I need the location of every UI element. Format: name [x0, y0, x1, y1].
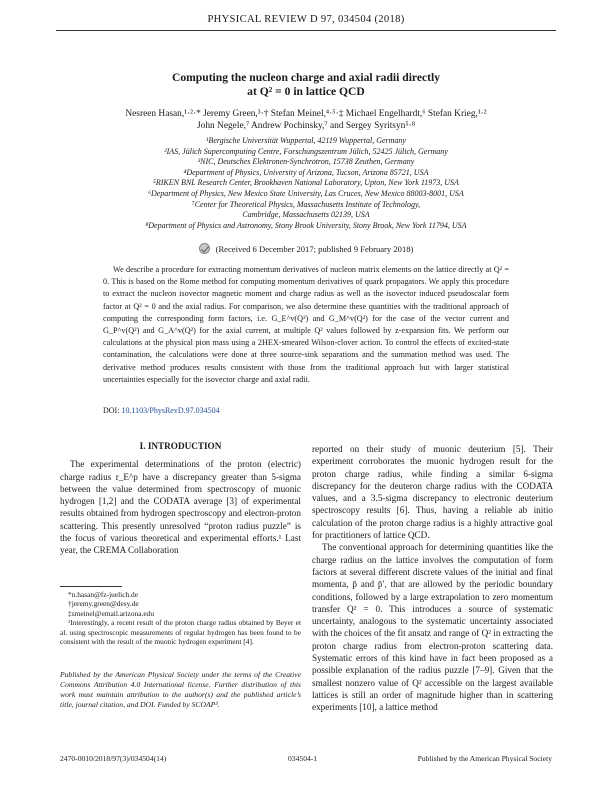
author-list [90, 108, 522, 133]
license-statement: Published by the American Physical Society under the terms of the Creative Commons Attribution 4.0 International license. Further distribution of this work must maintain attribution to the author(s) and the published article’s title, journal citation, and DOI. Funded by SCOAP³. [60, 670, 301, 709]
section-heading: I. INTRODUCTION [139, 441, 222, 451]
check-for-updates-icon[interactable] [199, 243, 210, 254]
affiliation-6: ⁶Department of Physics, New Mexico State University, Las Cruces, New Mexico 88003-8001, USA [148, 188, 464, 198]
affiliation-2: ²IAS, Jülich Supercomputing Centre, Forschungszentrum Jülich, 52425 Jülich, Germany [164, 146, 448, 156]
footnote-email-3[interactable]: ‡smeinel@email.arizona.edu [68, 608, 155, 618]
authors-line-2: John Negele,⁷ Andrew Pochinsky,⁷ and Sergey Syritsyn⁵·⁸ [197, 121, 415, 132]
intro-paragraph-1: The experimental determinations of the proton (electric) charge radius r_E^p have a discrepancy greater than 5-sigma between the value determined from spectroscopy of muonic hydrogen [1,2] and the CODATA average [3] of experimental results obtained from hydrogen spectroscopy and electron-proton scattering. This presently unresolved “proton radius puzzle” is the focus of various theoretical and experimental efforts.¹ Last year, the CREMA Collaboration [60, 459, 301, 556]
header-rule [56, 30, 556, 31]
affiliation-7-cont: Cambridge, Massachusetts 02139, USA [242, 210, 370, 220]
authors-line-1: Nesreen Hasan,¹·²·* Jeremy Green,³·† Stefan Meinel,⁴·⁵·‡ Michael Engelhardt,⁶ Stefan Krieg,¹·² [125, 109, 487, 119]
footnote-email-2[interactable]: †jeremy.green@desy.de [68, 599, 139, 609]
footnote-1: ¹Interestingly, a recent result of the proton charge radius obtained by Beyer et al. using spectroscopic measurements of regular hydrogen has been found to be consistent with the result of the muonic hydrogen experiment [4]. [60, 618, 301, 647]
journal-header: PHYSICAL REVIEW D 97, 034504 (2018) [207, 14, 405, 25]
doi-label: DOI: [103, 406, 120, 415]
title-line-2: at Q² = 0 in lattice QCD [247, 85, 365, 98]
affiliation-3: ³NIC, Deutsches Elektronen-Synchrotron, 15738 Zeuthen, Germany [197, 157, 415, 167]
footer-issn: 2470-0010/2018/97(3)/034504(14) [60, 754, 167, 763]
left-column [60, 440, 301, 557]
right-column [312, 443, 553, 714]
footnote-rule [60, 586, 122, 587]
intro-paragraph-1-cont: reported on their study of muonic deuterium [5]. Their experiment corroborates the muonic hydrogen result for the proton charge radius, while finding a similar 6-sigma discrepancy for the deuteron charge radius with the CODATA values, and a 3.5-sigma discrepancy to electronic deuterium spectroscopy results [6]. Thus, having a reliable ab initio calculation of the proton charge radius is a highly attractive goal for practitioners of lattice QCD. [312, 444, 553, 541]
footnote-email-1[interactable]: *n.hasan@fz-juelich.de [68, 590, 139, 599]
doi-line [103, 406, 220, 415]
footer-page-number: 034504-1 [288, 754, 318, 763]
affiliation-7: ⁷Center for Theoretical Physics, Massachusetts Institute of Technology, [191, 199, 421, 209]
footer-publisher: Published by the American Physical Society [417, 754, 552, 763]
footnotes [60, 590, 301, 646]
received-dates [160, 243, 452, 254]
affiliation-4: ⁴Department of Physics, University of Arizona, Tucson, Arizona 85721, USA [183, 167, 429, 177]
affiliation-8: ⁸Department of Physics and Astronomy, Stony Brook University, Stony Brook, New York 11794, USA [145, 220, 467, 230]
affiliation-1: ¹Bergische Universität Wuppertal, 42119 Wuppertal, Germany [206, 136, 406, 145]
title-line-1: Computing the nucleon charge and axial radii directly [171, 71, 441, 84]
doi-link[interactable]: 10.1103/PhysRevD.97.034504 [121, 406, 220, 415]
received-text: (Received 6 December 2017; published 9 February 2018) [215, 244, 414, 254]
article-title [96, 71, 516, 99]
affiliations [80, 136, 532, 231]
intro-paragraph-2: The conventional approach for determining quantities like the charge radius on the lattice involves the computation of form factors at several different discrete values of the initial and final momenta, p̄ and p̄′, that are allowed by the periodic boundary conditions, followed by a large extrapolation to zero momentum transfer Q² = 0. This introduces a source of systematic uncertainty, analogous to the systematic uncertainty associated with the choices of the fit ansatz and range of Q² in extracting the proton charge radius from electron-proton scattering data. Systematic errors of this kind have in fact been proposed as a possible explanation of the radius puzzle [7–9]. Given that the smallest nonzero value of Q² accessible on the largest available lattices is still an order of magnitude higher than in scattering experiments [10], a lattice method [312, 542, 553, 713]
abstract: We describe a procedure for extracting momentum derivatives of nucleon matrix elements on the lattice directly at Q² = 0. This is based on the Rome method for computing momentum derivatives of quark propagators. We apply this procedure to extract the nucleon isovector magnetic moment and charge radius as well as the isovector induced pseudoscalar form factor at Q² = 0 and the axial radius. For comparison, we also determine these quantities with the traditional approach of computing the corresponding form factors, i.e. G_E^v(Q²) and G_M^v(Q²) for the case of the vector current and G_P^v(Q²) and G_A^v(Q²) for the axial current, at multiple Q² values followed by z-expansion fits. We perform our calculations at the physical pion mass using a 2HEX-smeared Wilson-clover action. To control the effects of excited-state contamination, the calculations were done at three source-sink separations and the summation method was used. The derivative method produces results consistent with those from the traditional approach but with larger statistical uncertainties especially for the isovector charge and axial radii. [103, 265, 509, 384]
affiliation-5: ⁵RIKEN BNL Research Center, Brookhaven National Laboratory, Upton, New York 11973, USA [153, 178, 459, 188]
